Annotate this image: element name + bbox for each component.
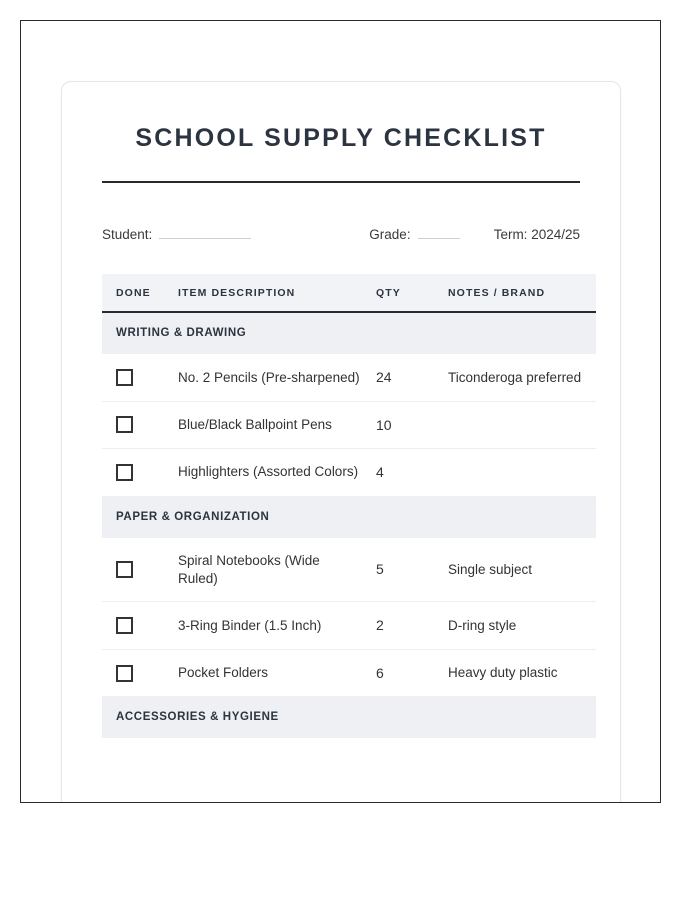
- document-card: [61, 81, 621, 803]
- checkbox-icon[interactable]: [116, 617, 133, 634]
- item-quantity: 5: [376, 538, 448, 602]
- table-row[interactable]: [102, 602, 596, 649]
- table-head: [102, 274, 596, 312]
- item-notes: Heavy duty plastic: [448, 649, 596, 696]
- checkbox-icon[interactable]: [116, 464, 133, 481]
- item-description: No. 2 Pencils (Pre-sharpened): [178, 354, 376, 401]
- done-cell[interactable]: [102, 602, 178, 649]
- checkbox-icon[interactable]: [116, 665, 133, 682]
- grade-field[interactable]: [369, 225, 459, 242]
- item-notes: [448, 449, 596, 496]
- item-description: Pocket Folders: [178, 649, 376, 696]
- section-header-row: [102, 312, 596, 354]
- grade-input[interactable]: [418, 225, 460, 239]
- item-notes: Ticonderoga preferred: [448, 354, 596, 401]
- supply-checklist-table: [102, 274, 596, 738]
- section-header-row: [102, 496, 596, 538]
- table-row[interactable]: [102, 401, 596, 448]
- checkbox-icon[interactable]: [116, 369, 133, 386]
- item-quantity: 6: [376, 649, 448, 696]
- column-header-done: DONE: [102, 274, 178, 312]
- done-cell[interactable]: [102, 401, 178, 448]
- section-heading: PAPER & ORGANIZATION: [102, 496, 596, 538]
- table-row[interactable]: [102, 449, 596, 496]
- item-description: Highlighters (Assorted Colors): [178, 449, 376, 496]
- column-header-qty: QTY: [376, 274, 448, 312]
- item-quantity: 10: [376, 401, 448, 448]
- section-heading: WRITING & DRAWING: [102, 312, 596, 354]
- section-heading: ACCESSORIES & HYGIENE: [102, 697, 596, 739]
- student-field[interactable]: [102, 225, 251, 242]
- table-row[interactable]: [102, 649, 596, 696]
- term-label: Term: 2024/25: [493, 227, 580, 242]
- table-header-row: [102, 274, 596, 312]
- item-description: Spiral Notebooks (Wide Ruled): [178, 538, 376, 602]
- page-frame: [20, 20, 661, 803]
- meta-row: [102, 225, 580, 242]
- column-header-notes: NOTES / BRAND: [448, 274, 596, 312]
- grade-label: Grade:: [369, 227, 411, 242]
- item-notes: Single subject: [448, 538, 596, 602]
- done-cell[interactable]: [102, 538, 178, 602]
- checkbox-icon[interactable]: [116, 561, 133, 578]
- title-divider: [102, 181, 580, 183]
- table-row[interactable]: [102, 354, 596, 401]
- done-cell[interactable]: [102, 449, 178, 496]
- student-input[interactable]: [159, 225, 251, 239]
- done-cell[interactable]: [102, 649, 178, 696]
- item-notes: [448, 401, 596, 448]
- student-label: Student:: [102, 227, 153, 242]
- done-cell[interactable]: [102, 354, 178, 401]
- page-title: SCHOOL SUPPLY CHECKLIST: [135, 124, 547, 152]
- column-header-item: ITEM DESCRIPTION: [178, 274, 376, 312]
- item-quantity: 4: [376, 449, 448, 496]
- table-row[interactable]: [102, 538, 596, 602]
- item-description: 3-Ring Binder (1.5 Inch): [178, 602, 376, 649]
- item-quantity: 2: [376, 602, 448, 649]
- item-quantity: 24: [376, 354, 448, 401]
- checkbox-icon[interactable]: [116, 416, 133, 433]
- section-header-row: [102, 697, 596, 739]
- item-description: Blue/Black Ballpoint Pens: [178, 401, 376, 448]
- table-body: [102, 312, 596, 738]
- item-notes: D-ring style: [448, 602, 596, 649]
